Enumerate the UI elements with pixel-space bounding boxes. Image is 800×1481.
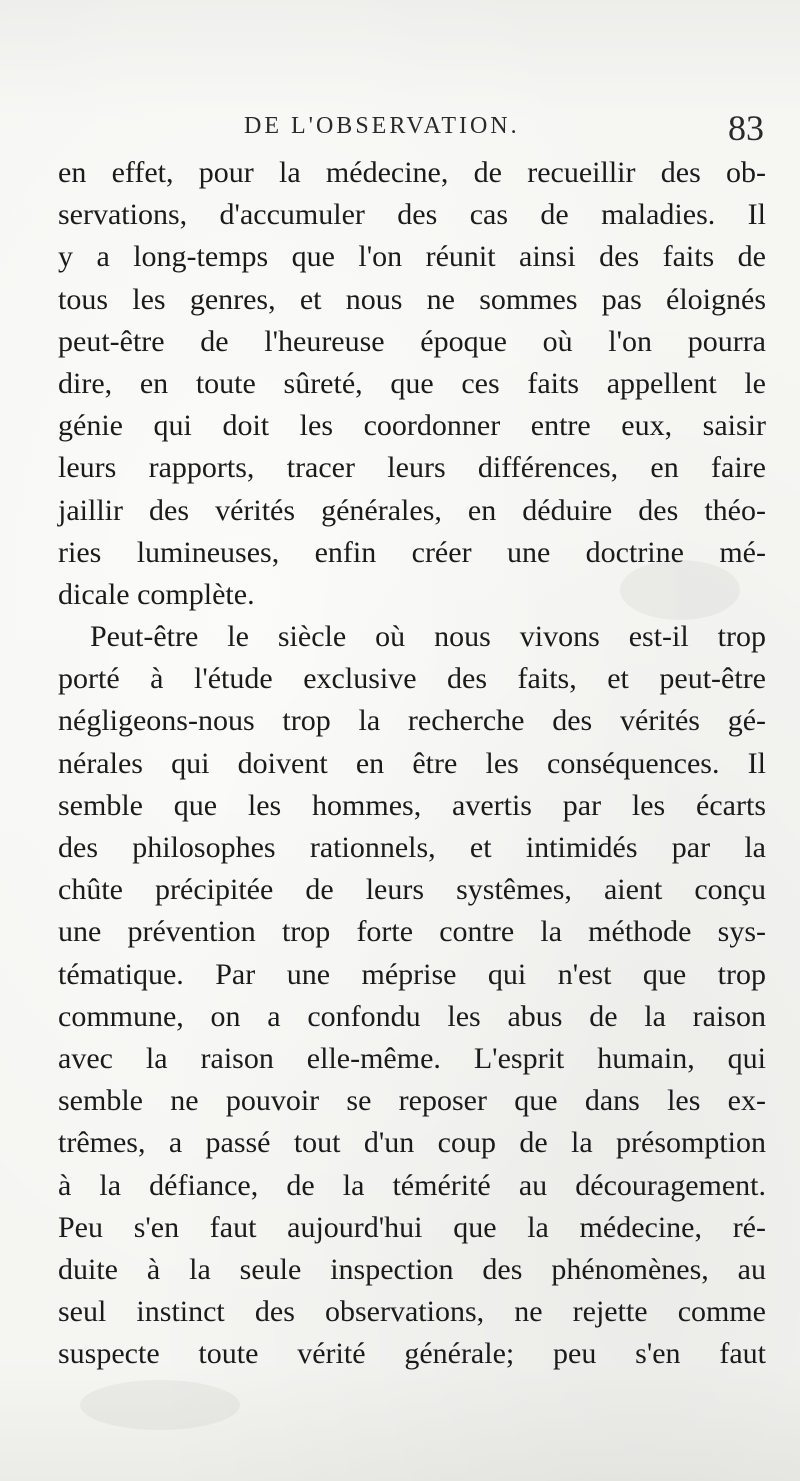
text-line: génie qui doit les coordonner entre eux, saisir xyxy=(58,409,766,443)
paragraph-2 xyxy=(58,616,766,1375)
text-line: seul instinct des observations, ne rejette comme xyxy=(58,1295,766,1329)
text-line: jaillir des vérités générales, en déduire des théo- xyxy=(58,493,766,527)
text-line: Peut-être le siècle où nous vivons est-il trop xyxy=(90,620,766,654)
paper-stain xyxy=(80,1380,240,1430)
text-line: leurs rapports, tracer leurs différences, en faire xyxy=(58,451,766,485)
text-line: avec la raison elle-même. L'esprit humain, qui xyxy=(58,1041,766,1075)
text-line: dire, en toute sûreté, que ces faits appellent le xyxy=(58,366,766,400)
text-line: dicale complète. xyxy=(58,577,255,611)
text-line: nérales qui doivent en être les conséquences. Il xyxy=(58,746,766,780)
running-head: DE L'OBSERVATION. xyxy=(244,113,520,139)
text-line: suspecte toute vérité générale; peu s'en faut xyxy=(58,1337,766,1371)
body-text xyxy=(58,152,766,1375)
text-line: chûte précipitée de leurs systêmes, aient conçu xyxy=(58,873,766,907)
text-line: à la défiance, de la témérité au découragement. xyxy=(58,1168,766,1202)
text-line: négligeons-nous trop la recherche des vérités gé- xyxy=(58,704,766,738)
text-line: semble que les hommes, avertis par les écarts xyxy=(58,788,766,822)
text-line: peut-être de l'heureuse époque où l'on pourra xyxy=(58,324,766,358)
text-line: trêmes, a passé tout d'un coup de la présomption xyxy=(58,1126,766,1160)
text-line: des philosophes rationnels, et intimidés par la xyxy=(58,831,766,864)
text-line: y a long-temps que l'on réunit ainsi des faits de xyxy=(58,240,766,274)
text-line: servations, d'accumuler des cas de maladies. Il xyxy=(58,198,766,232)
text-line: Peu s'en faut aujourd'hui que la médecine, ré- xyxy=(58,1210,766,1244)
page-number: 83 xyxy=(728,108,764,148)
text-line: commune, on a confondu les abus de la raison xyxy=(58,999,766,1033)
text-line: duite à la seule inspection des phénomènes, au xyxy=(58,1252,766,1286)
text-line: porté à l'étude exclusive des faits, et peut-être xyxy=(58,662,766,696)
paragraph-1 xyxy=(58,152,766,616)
text-line: tous les genres, et nous ne sommes pas éloignés xyxy=(58,282,766,316)
text-line: tématique. Par une méprise qui n'est que trop xyxy=(58,957,766,991)
text-line: semble ne pouvoir se reposer que dans les ex- xyxy=(58,1084,766,1118)
text-line: en effet, pour la médecine, de recueillir des ob- xyxy=(58,156,766,189)
text-line: une prévention trop forte contre la méthode sys- xyxy=(58,915,766,949)
page-header xyxy=(244,107,764,147)
text-line: ries lumineuses, enfin créer une doctrine mé- xyxy=(58,535,766,569)
